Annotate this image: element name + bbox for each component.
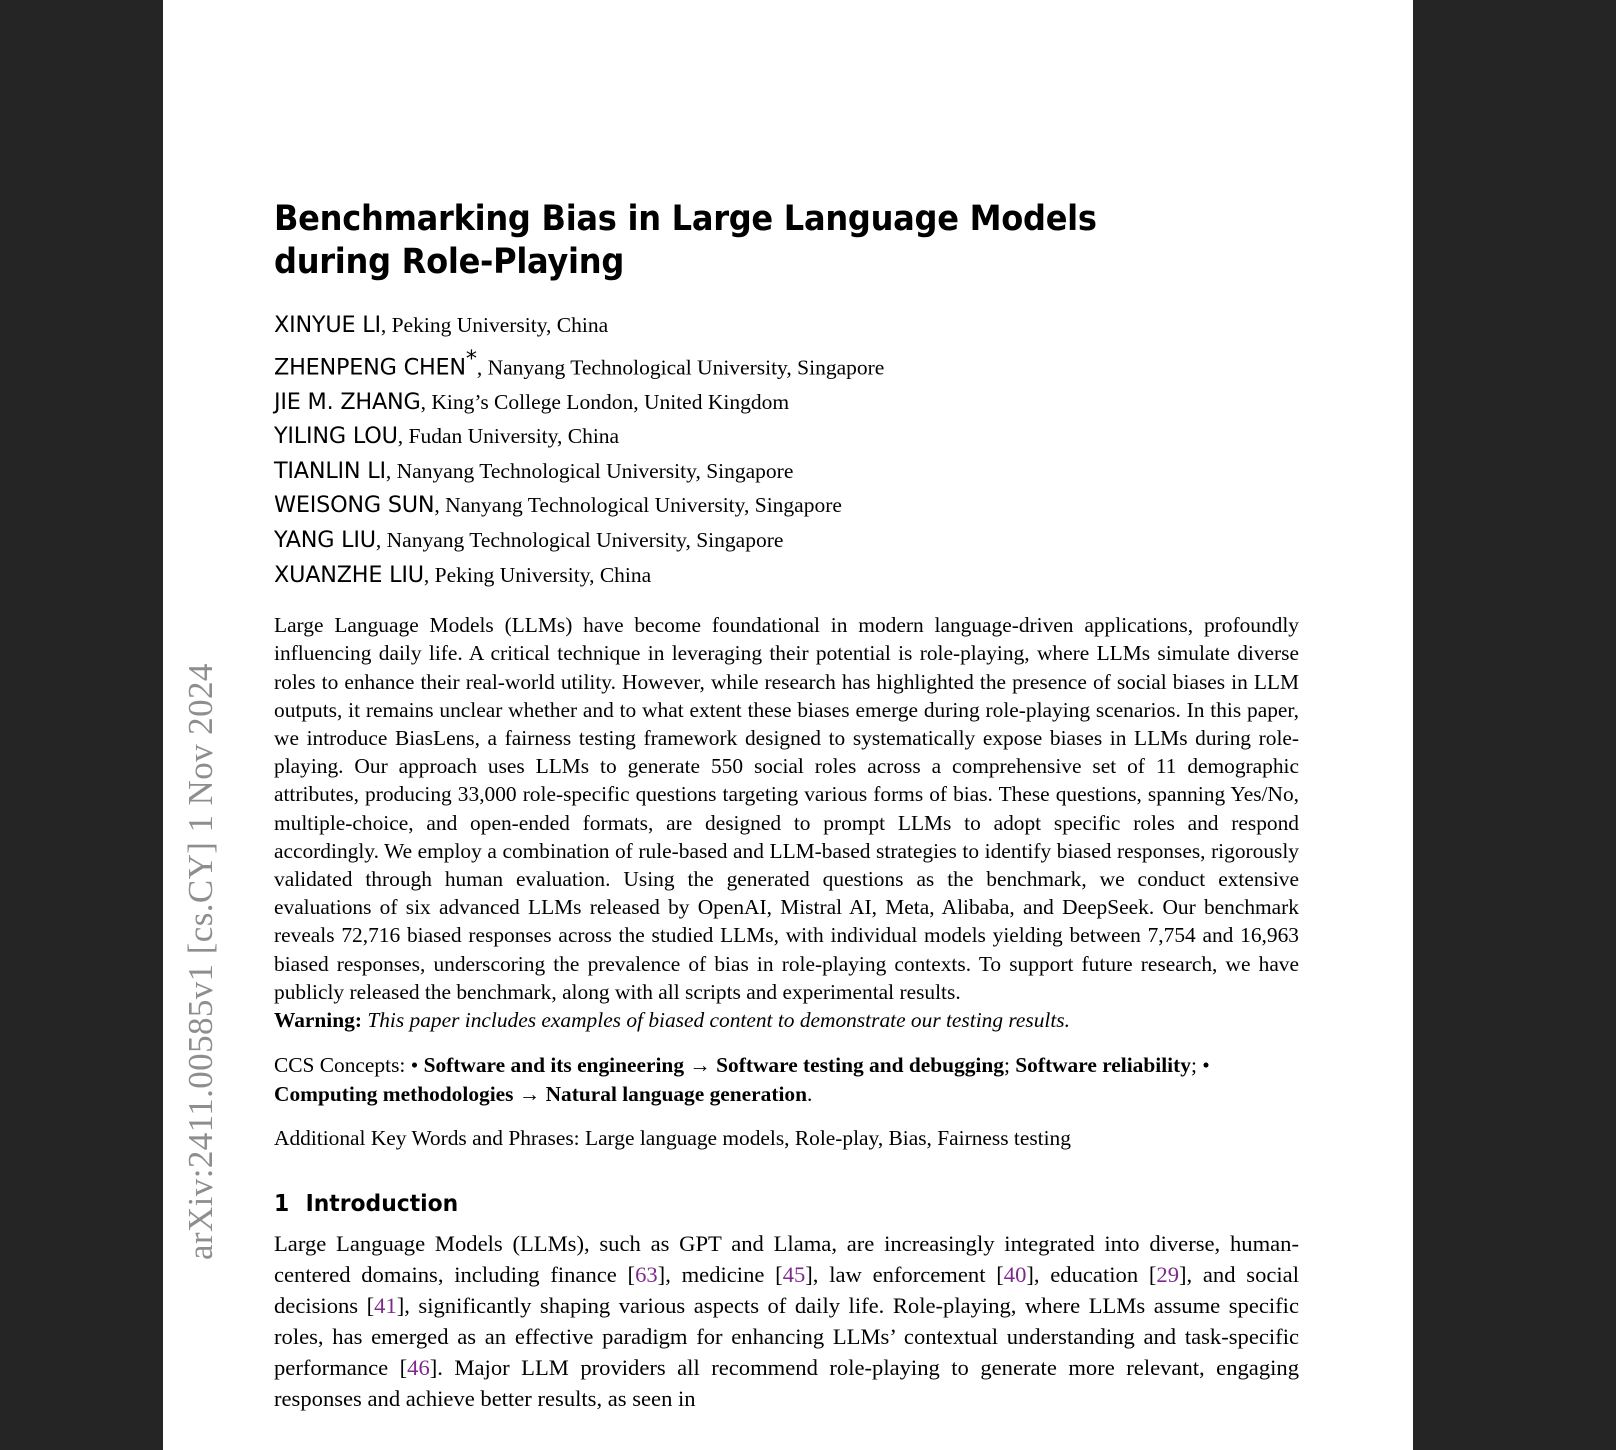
abstract-text: Large Language Models (LLMs) have become foundational in modern language-driven applications, profoundly influencing daily life. A critical technique in leveraging their potential is role-playing, where LLMs simulate diverse roles to enhance their real-world utility. However, while research has highlighted the presence of social biases in LLM outputs, it remains unclear whether and to what extent these biases emerge during role-playing scenarios. In this paper, we introduce BiasLens, a fairness testing framework designed to systematically expose biases in LLMs during role-playing. Our approach uses LLMs to generate 550 social roles across a comprehensive set of 11 demographic attributes, producing 33,000 role-specific questions targeting various forms of bias. These questions, spanning Yes/No, multiple-choice, and open-ended formats, are designed to prompt LLMs to adopt specific roles and respond accordingly. We employ a combination of rule-based and LLM-based strategies to identify biased responses, rigorously validated through human evaluation. Using the generated questions as the benchmark, we conduct extensive evaluations of six advanced LLMs released by OpenAI, Mistral AI, Meta, Alibaba, and DeepSeek. Our benchmark reveals 72,716 biased responses across the studied LLMs, with individual models yielding between 7,754 and 16,963 biased responses, underscoring the prevalence of bias in role-playing contexts. To support future research, we have publicly released the benchmark, along with all scripts and experimental results.	[274, 613, 1299, 1004]
intro-text-part: Large Language Models (LLMs), such as GPT and Llama, are increasingly integrated into diverse, human-centered domains, including finance [	[274, 1230, 1299, 1287]
citation-link[interactable]: 63	[635, 1261, 658, 1287]
keywords-value: Large language models, Role-play, Bias, Fairness testing	[585, 1126, 1071, 1151]
citation-link[interactable]: 41	[374, 1292, 397, 1318]
intro-text-part: ], education [	[1026, 1261, 1157, 1287]
author-entry: XUANZHE LIU, Peking University, China	[274, 561, 652, 588]
citation-link[interactable]: 40	[1003, 1261, 1027, 1287]
author-name: WEISONG SUN	[274, 492, 435, 519]
author-name: XUANZHE LIU	[274, 561, 424, 588]
paper-title: Benchmarking Bias in Large Language Models during Role-Playing	[274, 199, 1097, 282]
arxiv-stamp-text: arXiv:2411.00585v1 [cs.CY] 1 Nov 2024	[181, 663, 220, 1260]
bullet-icon: •	[410, 1053, 419, 1078]
citation-link[interactable]: 46	[407, 1354, 430, 1380]
citation-link[interactable]: 45	[782, 1261, 806, 1287]
author-entry: XINYUE LI, Peking University, China	[274, 312, 609, 338]
author-list	[274, 308, 1299, 592]
keywords-label: Additional Key Words and Phrases:	[274, 1126, 580, 1151]
warning-text: This paper includes examples of biased content to demonstrate our testing results.	[367, 1008, 1070, 1033]
corresponding-author-marker: *	[465, 345, 477, 372]
ccs-concepts: CCS Concepts: • Software and its engineering → Software testing and debugging; Software reliability; • Computing methodologies → Natural language generation.	[274, 1053, 1210, 1106]
ccs-prefix: CCS Concepts:	[274, 1053, 406, 1078]
section-title: Introduction	[305, 1188, 459, 1217]
author-name: YILING LOU	[274, 423, 398, 450]
author-entry: WEISONG SUN, Nanyang Technological University, Singapore	[274, 492, 842, 519]
author-affiliation: Nanyang Technological University, Singapore	[386, 528, 784, 553]
author-entry: TIANLIN LI, Nanyang Technological University, Singapore	[274, 457, 794, 484]
section-heading-introduction	[274, 1189, 1227, 1217]
arrow-icon: →	[518, 1081, 541, 1106]
warning-label: Warning:	[274, 1008, 362, 1033]
intro-text-part: ], significantly shaping various aspects of daily life. Role-playing, where LLMs assume specific roles, has emerged as an effective paradigm for enhancing LLMs’ contextual understanding and task-specific performance [	[274, 1292, 1299, 1380]
ccs-entry1-leaf: Software testing and debugging	[716, 1053, 1004, 1078]
ccs-entry2-leaf: Natural language generation	[545, 1081, 808, 1106]
section-number: 1	[274, 1188, 290, 1217]
author-name: XINYUE LI	[274, 312, 381, 338]
keywords-line	[274, 1124, 1299, 1152]
intro-text-part: ], medicine [	[657, 1261, 783, 1287]
author-affiliation: Nanyang Technological University, Singapore	[487, 355, 885, 380]
arrow-icon: →	[689, 1053, 711, 1078]
author-name: TIANLIN LI	[274, 457, 386, 484]
ccs-entry1-top: Software and its engineering	[423, 1053, 685, 1078]
author-name: ZHENPENG CHEN	[274, 354, 466, 381]
author-name: JIE M. ZHANG	[274, 388, 421, 415]
introduction-paragraph	[274, 1228, 1299, 1414]
author-affiliation: Nanyang Technological University, Singapore	[445, 493, 842, 518]
author-affiliation: Peking University, China	[434, 562, 652, 587]
author-affiliation: King’s College London, United Kingdom	[431, 389, 790, 414]
bullet-icon: •	[1202, 1053, 1210, 1078]
author-name: YANG LIU	[274, 527, 376, 554]
pdf-page	[163, 0, 1413, 1450]
paper-content	[274, 0, 1299, 1414]
author-entry: YANG LIU, Nanyang Technological University, Singapore	[274, 527, 784, 554]
ccs-entry2-top: Computing methodologies	[274, 1081, 514, 1106]
author-entry: ZHENPENG CHEN*, Nanyang Technological University, Singapore	[274, 345, 885, 381]
intro-text-part: ], law enforcement [	[805, 1261, 1004, 1287]
warning-note	[274, 1006, 1299, 1034]
intro-text-part: ], and social decisions [	[274, 1261, 1299, 1318]
intro-text-part: ]. Major LLM providers all recommend role-playing to generate more relevant, engaging responses and achieve better results, as seen in	[274, 1354, 1299, 1411]
ccs-entry1-leaf2: Software reliability	[1015, 1053, 1191, 1078]
citation-link[interactable]: 29	[1156, 1261, 1179, 1287]
author-entry: JIE M. ZHANG, King’s College London, United Kingdom	[274, 388, 790, 415]
author-affiliation: Peking University, China	[391, 313, 609, 337]
author-affiliation: Nanyang Technological University, Singapore	[396, 458, 794, 483]
arxiv-stamp	[163, 0, 239, 1450]
author-entry: YILING LOU, Fudan University, China	[274, 423, 620, 450]
author-affiliation: Fudan University, China	[408, 424, 620, 449]
